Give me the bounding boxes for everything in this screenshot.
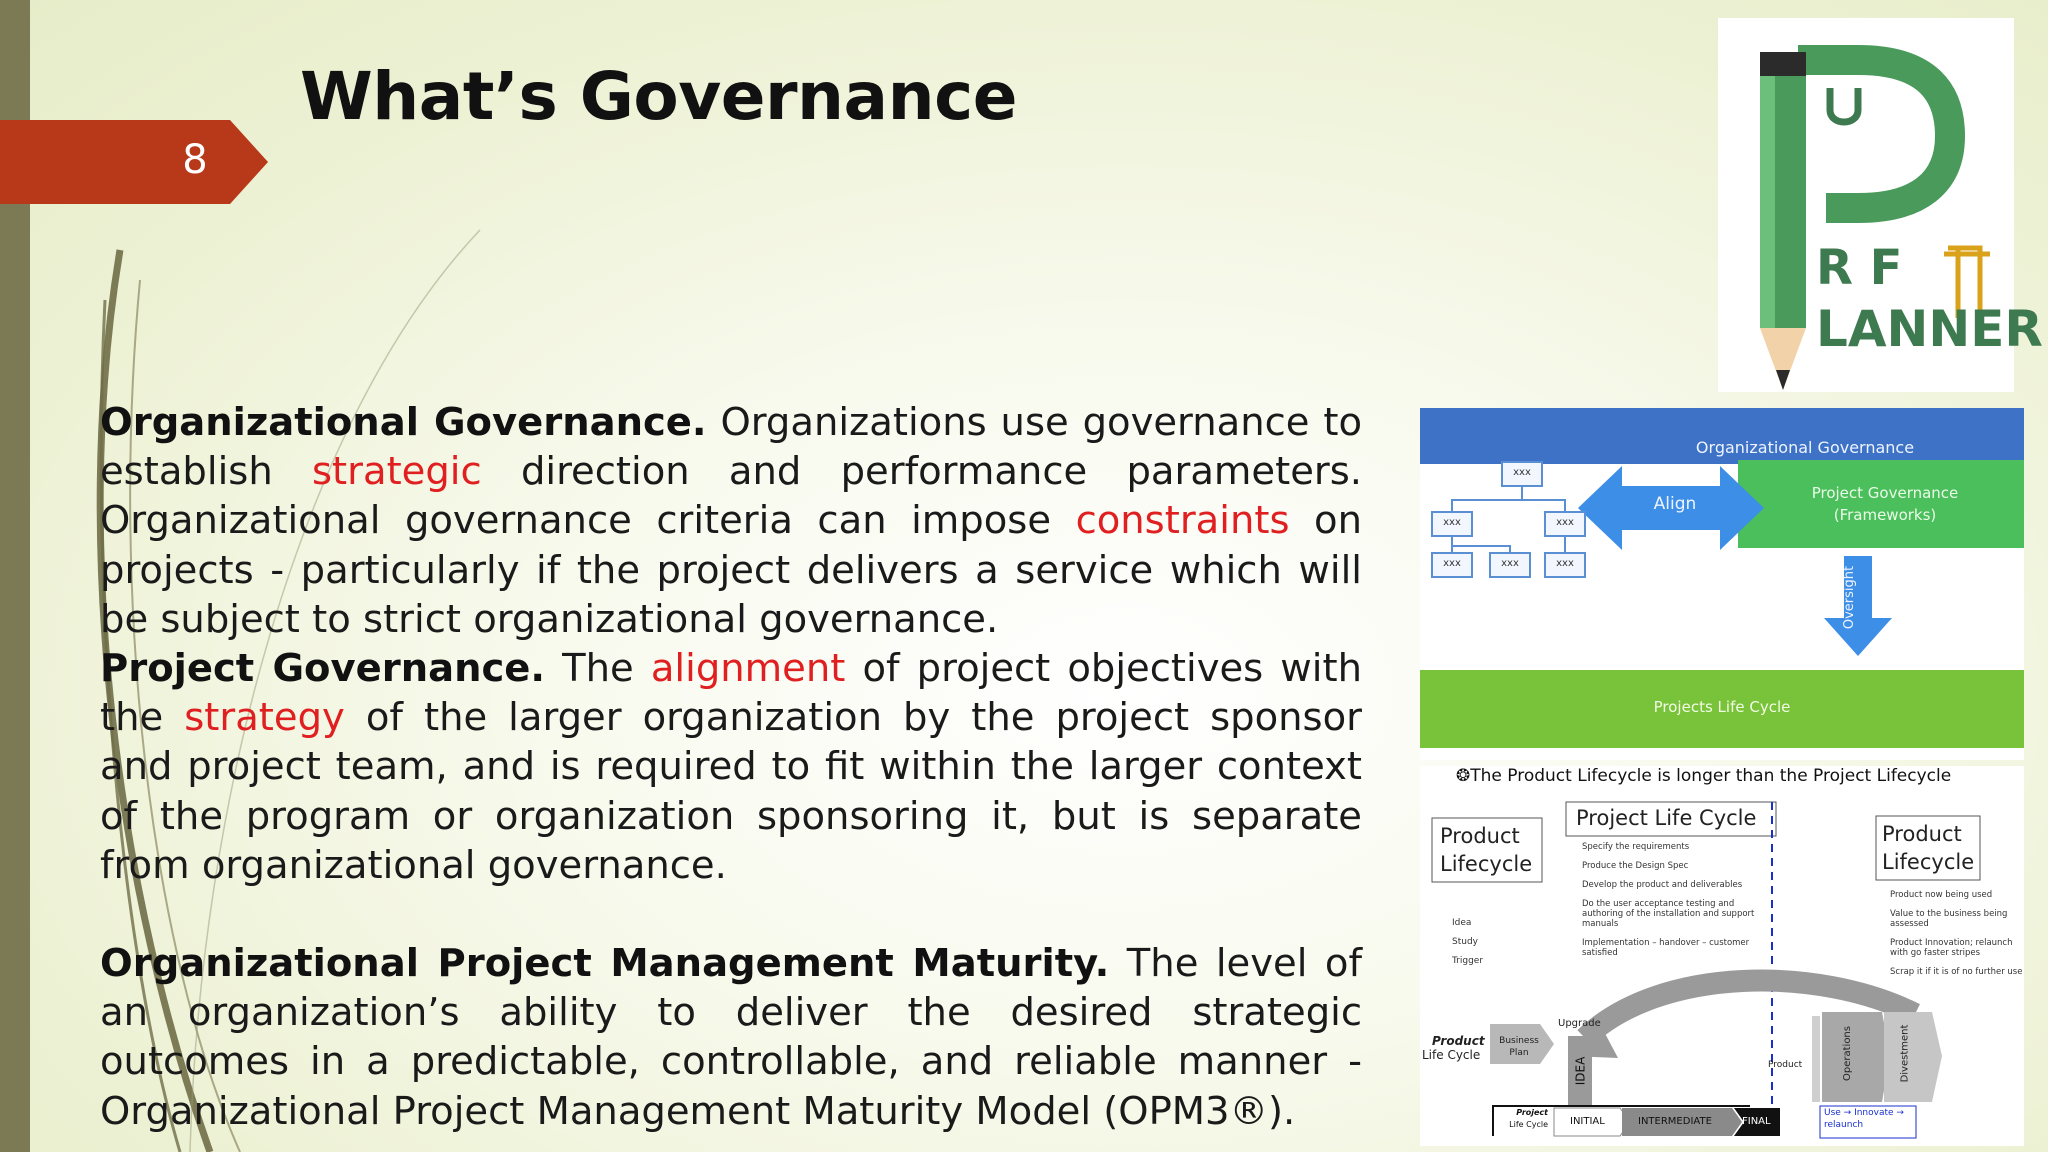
label-project-governance: Project Governance bbox=[1811, 484, 1959, 502]
left-items-list bbox=[1452, 914, 1483, 971]
slide-number-tab bbox=[0, 120, 268, 204]
org-box-label: xxx bbox=[1443, 517, 1461, 528]
term-organizational-governance: Organizational Governance. bbox=[100, 400, 707, 445]
label-idea-vertical: IDEA bbox=[1573, 1056, 1588, 1086]
paragraph-organizational-governance bbox=[100, 398, 1362, 644]
product-lifecycle-title-l1: Product bbox=[1440, 824, 1520, 848]
highlight-constraints: constraints bbox=[1075, 498, 1290, 544]
org-box-label: xxx bbox=[1513, 467, 1531, 478]
org-box-label: xxx bbox=[1556, 558, 1574, 569]
label-operations: Operations bbox=[1841, 1026, 1853, 1081]
phase-intermediate: INTERMEDIATE bbox=[1638, 1116, 1712, 1127]
highlight-strategic: strategic bbox=[312, 449, 482, 495]
label-upgrade: Upgrade bbox=[1558, 1018, 1601, 1029]
product-lifecycle-right-l1: Product bbox=[1882, 822, 1962, 846]
label-divestment: Divestment bbox=[1899, 1024, 1911, 1083]
list-item: Study bbox=[1452, 937, 1478, 947]
lifecycle-header: ❂The Product Lifecycle is longer than the Project Lifecycle bbox=[1456, 766, 1952, 786]
term-opm-maturity: Organizational Project Management Maturity. bbox=[100, 941, 1110, 987]
list-item: Value to the business being bbox=[1890, 909, 2008, 919]
list-item: Trigger bbox=[1452, 956, 1484, 966]
phase-final: FINAL bbox=[1742, 1116, 1771, 1127]
label-product-small: Product bbox=[1768, 1060, 1803, 1070]
product-lifecycle-title-l2: Lifecycle bbox=[1440, 852, 1533, 876]
text-span: of the larger organization by the project sponsor and project team, and is required to fit within the larger context of the program or organization sponsoring it, but is separate from organizational governance. bbox=[100, 695, 1363, 888]
list-item: Product Innovation; relaunch bbox=[1890, 938, 2013, 948]
label-project-lc-1: Project bbox=[1516, 1108, 1548, 1117]
list-item: manuals bbox=[1582, 919, 1619, 929]
label-plan: Plan bbox=[1509, 1048, 1529, 1058]
term-project-governance: Project Governance. bbox=[100, 646, 546, 692]
content-body bbox=[100, 398, 1362, 1136]
list-item: Produce the Design Spec bbox=[1582, 861, 1689, 871]
label-product-life-cycle-1: Product bbox=[1432, 1034, 1485, 1048]
prof-planner-logo bbox=[1718, 18, 2043, 392]
slide-number: 8 bbox=[182, 137, 208, 183]
list-item: assessed bbox=[1890, 919, 1929, 929]
list-item: authoring of the installation and support bbox=[1582, 909, 1755, 919]
text-span: direction and performance parameters. Organizational governance criteria can impose bbox=[100, 449, 1363, 544]
slide-title: What’s Governance bbox=[300, 58, 1017, 135]
highlight-alignment: alignment bbox=[650, 646, 846, 692]
label-project-lc-2: Life Cycle bbox=[1509, 1120, 1548, 1129]
label-frameworks: (Frameworks) bbox=[1833, 506, 1937, 524]
text-span: on projects - particularly if the project delivers a service which will be subject to strict organizational governance. bbox=[100, 498, 1362, 642]
text-span: The bbox=[545, 646, 651, 692]
label-use-innovate-1: Use → Innovate → bbox=[1824, 1108, 1904, 1118]
list-item: Idea bbox=[1452, 918, 1472, 928]
org-box-label: xxx bbox=[1556, 517, 1574, 528]
list-item: Develop the product and deliverables bbox=[1582, 880, 1743, 890]
product-lifecycle-right-l2: Lifecycle bbox=[1882, 850, 1975, 874]
org-box-label: xxx bbox=[1501, 558, 1519, 569]
list-item: Product now being used bbox=[1890, 890, 1993, 900]
label-projects-life-cycle: Projects Life Cycle bbox=[1653, 698, 1791, 716]
middle-items-list bbox=[1582, 842, 1754, 958]
org-box-label: xxx bbox=[1443, 558, 1461, 569]
label-oversight: Oversight bbox=[1842, 565, 1858, 630]
list-item: satisfied bbox=[1582, 948, 1618, 958]
label-org-governance: Organizational Governance bbox=[1695, 438, 1915, 457]
list-item: Specify the requirements bbox=[1582, 842, 1690, 852]
list-item: with go faster stripes bbox=[1890, 948, 1981, 958]
phase-initial: INITIAL bbox=[1570, 1116, 1605, 1127]
logo-text-prof: R F bbox=[1816, 240, 1903, 296]
list-item: Scrap it if it is of no further use bbox=[1890, 967, 2023, 977]
text-span: Organizations use governance to establish bbox=[100, 400, 1363, 495]
highlight-strategy: strategy bbox=[184, 695, 345, 741]
project-life-cycle-title: Project Life Cycle bbox=[1576, 806, 1757, 830]
logo-text-planner: LANNER bbox=[1816, 300, 2043, 358]
text-span: of project objectives with the bbox=[100, 646, 1362, 741]
governance-diagram bbox=[1420, 408, 2024, 760]
paragraph-gap bbox=[100, 890, 1362, 939]
label-product-life-cycle-2: Life Cycle bbox=[1422, 1048, 1481, 1062]
label-business: Business bbox=[1499, 1036, 1539, 1046]
paragraph-project-governance bbox=[100, 644, 1362, 890]
text-span: The level of an organization’s ability to deliver the desired strategic outcomes in a predictable, controllable, and reliable manner - Organizational Project Management Maturity Model (OPM3®). bbox=[100, 941, 1363, 1134]
paragraph-opm3 bbox=[100, 939, 1362, 1136]
lifecycle-diagram bbox=[1420, 766, 2024, 1146]
list-item: Implementation – handover – customer bbox=[1582, 938, 1750, 948]
label-align: Align bbox=[1653, 494, 1697, 514]
label-use-innovate-2: relaunch bbox=[1824, 1120, 1864, 1130]
right-items-list bbox=[1890, 890, 2022, 977]
list-item: Do the user acceptance testing and bbox=[1582, 899, 1735, 909]
